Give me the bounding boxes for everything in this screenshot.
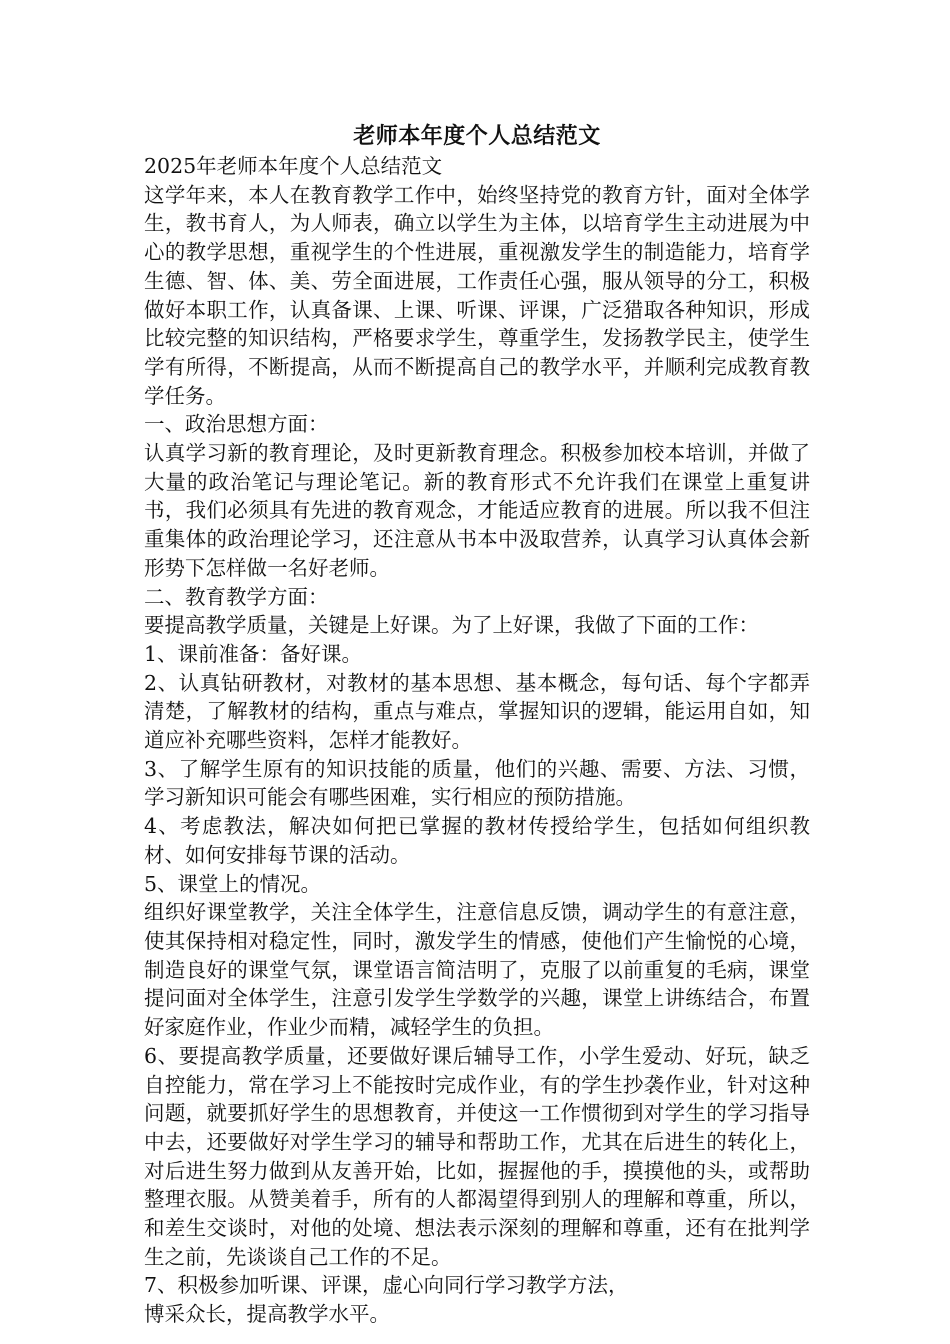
classroom-paragraph: 组织好课堂教学，关注全体学生，注意信息反馈，调动学生的有意注意，使其保持相对稳定性，同时，激发学生的情感，使他们产生愉悦的心境，制造良好的课堂气氛，课堂语言简洁明了，克服了以前重复的毛病，课堂提问面对全体学生，注意引发学生学数学的兴趣，课堂上讲练结合，布置好家庭作业，作业少而精，减轻学生的负担。	[144, 900, 810, 1040]
list-item-6: 6、要提高教学质量，还要做好课后辅导工作，小学生爱动、好玩，缺乏自控能力，常在学习上不能按时完成作业，有的学生抄袭作业，针对这种问题，就要抓好学生的思想教育，并使这一工作惯彻到对学生的学习指导中去，还要做好对学生学习的辅导和帮助工作，尤其在后进生的转化上，对后进生努力做到从友善开始，比如，握握他的手，摸摸他的头，或帮助整理衣服。从赞美着手，所有的人都渴望得到别人的理解和尊重，所以，和差生交谈时，对他的处境、想法表示深刻的理解和尊重，还有在批判学生之前，先谈谈自己工作的不足。	[144, 1043, 810, 1269]
list-item-7: 7、积极参加听课、评课，虚心向同行学习教学方法，	[144, 1273, 629, 1298]
document-page	[144, 120, 810, 1329]
list-item-3: 3、了解学生原有的知识技能的质量，他们的兴趣、需要、方法、习惯，学习新知识可能会有哪些困难，实行相应的预防措施。	[144, 756, 810, 810]
list-item-5: 5、课堂上的情况。	[144, 871, 322, 896]
teaching-intro-paragraph: 要提高教学质量，关键是上好课。为了上好课，我做了下面的工作：	[144, 613, 759, 638]
list-item-2: 2、认真钻研教材，对教材的基本思想、基本概念，每句话、每个字都弄清楚，了解教材的结构，重点与难点，掌握知识的逻辑，能运用自如，知道应补充哪些资料，怎样才能教好。	[144, 670, 810, 753]
closing-line: 博采众长，提高教学水平。	[144, 1302, 390, 1327]
list-item-1: 1、课前准备：备好课。	[144, 641, 363, 666]
intro-paragraph: 这学年来，本人在教育教学工作中，始终坚持党的教育方针，面对全体学生，教书育人，为人师表，确立以学生为主体，以培育学生主动进展为中心的教学思想，重视学生的个性进展，重视激发学生的制造能力，培育学生德、智、体、美、劳全面进展，工作责任心强，服从领导的分工，积极做好本职工作，认真备课、上课、听课、评课，广泛猎取各种知识，形成比较完整的知识结构，严格要求学生，尊重学生，发扬教学民主，使学生学有所得，不断提高，从而不断提高自己的教学水平，并顺利完成教育教学任务。	[144, 182, 810, 408]
section-heading-teaching: 二、教育教学方面：	[144, 584, 329, 609]
document-title: 老师本年度个人总结范文	[353, 123, 601, 149]
subtitle-line: 2025年老师本年度个人总结范文	[144, 154, 443, 178]
politics-paragraph: 认真学习新的教育理论，及时更新教育理念。积极参加校本培训，并做了大量的政治笔记与理论笔记。新的教育形式不允许我们在课堂上重复讲书，我们必须具有先进的教育观念，才能适应教育的进展。所以我不但注重集体的政治理论学习，还注意从书本中汲取营养，认真学习认真体会新形势下怎样做一名好老师。	[144, 441, 810, 580]
section-heading-politics: 一、政治思想方面：	[144, 412, 329, 437]
list-item-4: 4、考虑教法，解决如何把已掌握的教材传授给学生，包括如何组织教材、如何安排每节课的活动。	[144, 814, 810, 867]
